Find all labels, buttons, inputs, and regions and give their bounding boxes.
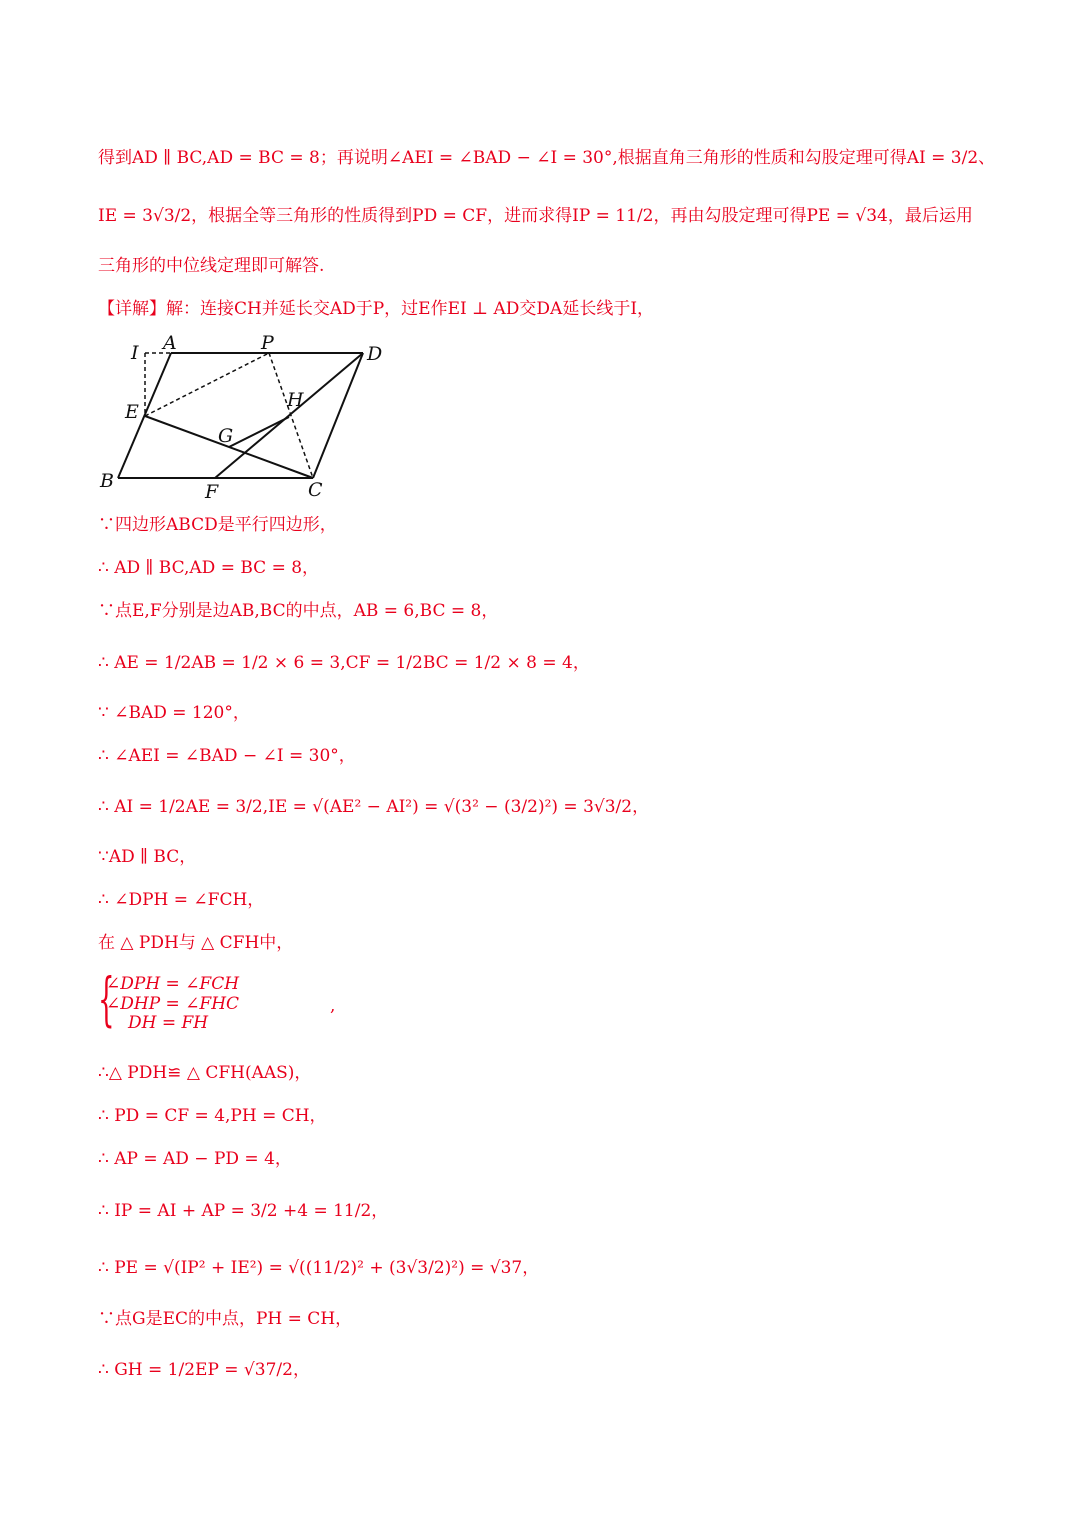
system-row-1: ∠DPH = ∠FCH <box>106 974 240 994</box>
label-E: E <box>125 401 139 423</box>
step-2: ∴ AD ∥ BC,AD = BC = 8， <box>98 558 320 578</box>
geometry-figure <box>95 332 395 502</box>
dashed-EP <box>145 353 269 416</box>
label-C: C <box>308 479 323 501</box>
label-B: B <box>100 470 114 492</box>
step-5: ∵ ∠BAD = 120°， <box>98 703 250 723</box>
step-3: ∵点E,F分别是边AB,BC的中点，AB = 6,BC = 8， <box>98 601 499 621</box>
step-12: ∴ PD = CF = 4,PH = CH， <box>98 1106 327 1126</box>
label-G: G <box>218 425 234 447</box>
step-10: 在 △ PDH与 △ CFH中， <box>98 933 294 953</box>
system-row-3: DH = FH <box>128 1013 209 1033</box>
step-17: ∴ GH = 1/2EP = √37/2， <box>98 1360 310 1380</box>
label-H: H <box>287 389 304 411</box>
label-D: D <box>367 343 383 365</box>
dashed-PC <box>269 353 313 478</box>
step-4: ∴ AE = 1/2AB = 1/2 × 6 = 3,CF = 1/2BC = 1/2 × 8 = 4， <box>98 653 590 673</box>
intro-line-2: IE = 3√3/2，根据全等三角形的性质得到PD = CF，进而求得IP = 11/2，再由勾股定理可得PE = √34，最后运用 <box>98 206 973 226</box>
label-I: I <box>131 342 139 364</box>
label-P: P <box>261 332 274 354</box>
intro-line-1: 得到AD ∥ BC,AD = BC = 8；再说明∠AEI = ∠BAD − ∠I = 30°,根据直角三角形的性质和勾股定理可得AI = 3/2、 <box>98 148 996 168</box>
intro-line-3: 三角形的中位线定理即可解答. <box>98 256 325 276</box>
step-6: ∴ ∠AEI = ∠BAD − ∠I = 30°， <box>98 746 356 766</box>
detail-heading: 【详解】解：连接CH并延长交AD于P，过E作EI ⊥ AD交DA延长线于I， <box>98 299 655 319</box>
step-14: ∴ IP = AI + AP = 3/2 +4 = 11/2， <box>98 1201 389 1221</box>
step-16: ∵点G是EC的中点，PH = CH， <box>98 1309 353 1329</box>
step-1: ∵四边形ABCD是平行四边形， <box>98 515 337 535</box>
segment-GH <box>229 417 289 447</box>
step-7: ∴ AI = 1/2AE = 3/2,IE = √(AE² − AI²) = √(3² − (3/2)²) = 3√3/2， <box>98 797 650 817</box>
parallelogram-diagram <box>95 332 395 502</box>
system-comma: , <box>330 996 336 1016</box>
segment-FD <box>215 353 363 478</box>
step-8: ∵AD ∥ BC， <box>98 847 197 867</box>
label-A: A <box>163 332 177 354</box>
step-9: ∴ ∠DPH = ∠FCH， <box>98 890 265 910</box>
label-F: F <box>205 481 219 502</box>
system-brace: { <box>98 965 115 1033</box>
edge-CD <box>313 353 363 478</box>
step-15: ∴ PE = √(IP² + IE²) = √((11/2)² + (3√3/2)²) = √37， <box>98 1258 540 1278</box>
step-11: ∴△ PDH≌ △ CFH(AAS)， <box>98 1063 312 1083</box>
congruence-system <box>98 965 336 1036</box>
system-row-2: ∠DHP = ∠FHC <box>106 994 240 1014</box>
step-13: ∴ AP = AD − PD = 4， <box>98 1149 292 1169</box>
